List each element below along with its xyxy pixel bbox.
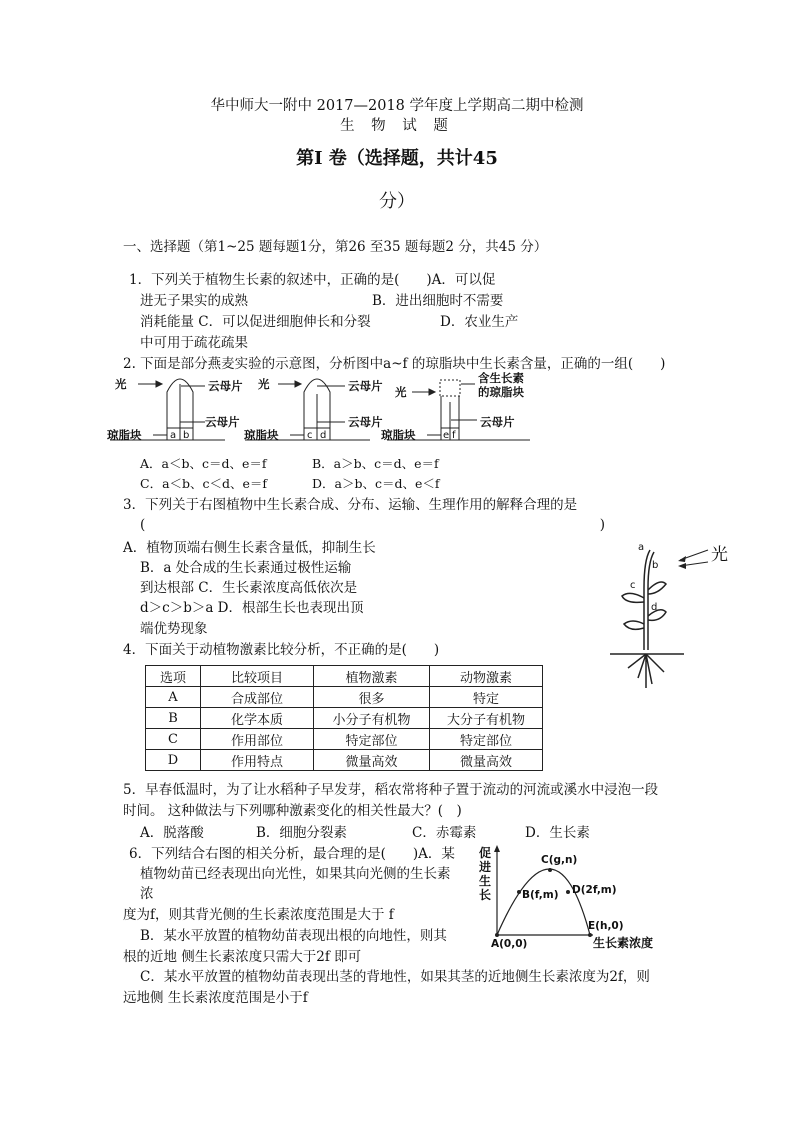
q1-line2b: B．进出细胞时不需要 <box>372 293 504 309</box>
table-header-cell: 动物激素 <box>430 666 543 687</box>
q6-line1: 6．下列结合右图的相关分析，最合理的是( )A．某 <box>129 846 455 862</box>
fig-light-label-2: 光 <box>258 377 270 391</box>
q6-line8: 远地侧 生长素浓度范围是小于f <box>123 990 308 1006</box>
q2-option-b: B．a＞b、c＝d、e＝f <box>312 456 439 471</box>
plant-figure <box>608 538 748 690</box>
q5-line2: 时间。 这种做法与下列哪种激素变化的相关性最大？( ) <box>123 803 462 819</box>
table-header-cell: 植物激素 <box>314 666 430 687</box>
fig-agar-label-3: 琼脂块 <box>381 428 416 442</box>
graph-ylabel-3: 生 <box>479 874 492 888</box>
graph-xlabel: 生长素浓度 <box>593 936 654 950</box>
q1-line3b: D．农业生产 <box>440 314 519 330</box>
graph-point-b: B(f,m) <box>522 889 559 901</box>
q3-line1: A．植物顶端右侧生长素含量低，抑制生长 <box>123 540 376 556</box>
q5-option-b: B．细胞分裂素 <box>256 825 347 841</box>
table-cell: 微量高效 <box>430 750 543 771</box>
table-cell: C <box>146 729 201 750</box>
q3-line2: B．a 处合成的生长素通过极性运输 <box>140 560 352 576</box>
q6-line6: 根的近地 侧生长素浓度只需大于2f 即可 <box>123 949 362 965</box>
fig-light-label-3: 光 <box>395 385 407 399</box>
q6-line4: 度为f，则其背光侧的生长素浓度范围是大于 f <box>123 907 394 923</box>
q1-line3a: 消耗能量 C．可以促进细胞伸长和分裂 <box>140 314 371 330</box>
q3-answer-paren: ( ) <box>140 517 605 533</box>
graph-ylabel-4: 长 <box>479 888 492 902</box>
fig-block-b: b <box>183 430 190 441</box>
q2-stem: 2. 下面是部分燕麦实验的示意图，分析图中a~f 的琼脂块中生长素含量，正确的一组( ) <box>123 356 666 372</box>
plant-point-c: c <box>630 580 636 591</box>
fig-agar-label-2: 琼脂块 <box>244 428 279 442</box>
q3-stem: 3．下列关于右图植物中生长素合成、分布、运输、生理作用的解释合理的是 <box>123 497 578 513</box>
q6-line3: 浓 <box>140 886 154 902</box>
table-row <box>146 750 543 771</box>
fig-auxin-agar-label-2: 的琼脂块 <box>478 385 524 399</box>
fig-agar-label-1: 琼脂块 <box>107 428 142 442</box>
hormone-comparison-table <box>145 665 543 771</box>
graph-point-a: A(0,0) <box>491 938 528 950</box>
fig-block-d: d <box>320 430 327 441</box>
plant-point-d: d <box>651 602 658 613</box>
table-cell: A <box>146 687 201 708</box>
fig-block-e: e <box>443 430 450 441</box>
table-cell: 作用部位 <box>201 729 314 750</box>
fig-block-c: c <box>307 430 313 441</box>
q1-line2a: 进无子果实的成熟 <box>140 293 248 309</box>
graph-point-e: E(h,0) <box>588 920 624 932</box>
exam-subject-title: 生 物 试 题 <box>340 118 454 134</box>
q1-line4: 中可用于疏花疏果 <box>140 335 248 351</box>
part-title: 第Ⅰ 卷（选择题，共计45 <box>296 148 498 169</box>
q2-option-c: C．a＜b、c＜d、e＝f <box>140 476 268 491</box>
graph-point-d: D(2f,m) <box>572 884 617 896</box>
table-cell: B <box>146 708 201 729</box>
table-cell: 微量高效 <box>314 750 430 771</box>
table-cell: 特定 <box>430 687 543 708</box>
table-header-cell: 选项 <box>146 666 201 687</box>
plant-point-a: a <box>638 542 645 553</box>
oat-experiment-figure <box>105 372 540 452</box>
table-header-cell: 比较项目 <box>201 666 314 687</box>
graph-ylabel-1: 促 <box>479 846 492 860</box>
table-cell: 很多 <box>314 687 430 708</box>
q3-line5: 端优势现象 <box>140 621 208 637</box>
table-row <box>146 708 543 729</box>
fig-auxin-agar-label-1: 含生长素 <box>478 372 524 385</box>
plant-light-label: 光 <box>711 545 728 565</box>
fig-block-f: f <box>452 430 456 441</box>
table-cell: 特定部位 <box>314 729 430 750</box>
table-cell: D <box>146 750 201 771</box>
q6-line5: B．某水平放置的植物幼苗表现出根的向地性，则其 <box>140 928 447 944</box>
table-header-row <box>146 666 543 687</box>
q5-option-c: C．赤霉素 <box>412 825 477 841</box>
q3-line3: 到达根部 C．生长素浓度高低依次是 <box>140 580 358 596</box>
fig-mica-label-4: 云母片 <box>348 415 383 429</box>
table-row <box>146 729 543 750</box>
fig-mica-label-1: 云母片 <box>208 379 243 393</box>
q2-option-d: D．a＞b、c＝d、e＜f <box>312 476 440 491</box>
table-cell: 作用特点 <box>201 750 314 771</box>
table-cell: 化学本质 <box>201 708 314 729</box>
table-cell: 特定部位 <box>430 729 543 750</box>
section-heading: 一、选择题（第1~25 题每题1分，第26 至35 题每题2 分，共45 分） <box>123 239 548 255</box>
table-cell: 合成部位 <box>201 687 314 708</box>
fig-light-label-1: 光 <box>115 377 127 391</box>
q2-option-a: A．a＜b、c＝d、e＝f <box>140 456 267 471</box>
graph-ylabel-2: 进 <box>479 860 492 874</box>
table-cell: 大分子有机物 <box>430 708 543 729</box>
q5-line1: 5．早春低温时，为了让水稻种子早发芽，稻农常将种子置于流动的河流或溪水中浸泡一段 <box>123 782 659 798</box>
q3-line4: d＞c＞b＞a D．根部生长也表现出顶 <box>140 600 364 616</box>
q5-option-a: A．脱落酸 <box>140 825 204 841</box>
plant-point-b: b <box>652 560 659 571</box>
growth-curve-figure <box>475 843 675 955</box>
fig-mica-label-3: 云母片 <box>348 379 383 393</box>
table-cell: 小分子有机物 <box>314 708 430 729</box>
fig-mica-label-2: 云母片 <box>205 415 240 429</box>
fig-mica-label-5: 云母片 <box>480 415 515 429</box>
table-row <box>146 687 543 708</box>
q6-line2: 植物幼苗已经表现出向光性，如果其向光侧的生长素 <box>140 866 451 882</box>
exam-school-title: 华中师大一附中 2017—2018 学年度上学期高二期中检测 <box>210 98 584 114</box>
graph-point-c: C(g,n) <box>541 854 578 866</box>
fig-block-a: a <box>170 430 177 441</box>
q5-option-d: D．生长素 <box>525 825 590 841</box>
part-title-continued: 分） <box>379 191 415 212</box>
q6-line7: C．某水平放置的植物幼苗表现出茎的背地性，如果其茎的近地侧生长素浓度为2f，则 <box>140 969 650 985</box>
q1-line1: 1．下列关于植物生长素的叙述中，正确的是( )A．可以促 <box>129 272 496 288</box>
q4-stem: 4．下面关于动植物激素比较分析，不正确的是( ) <box>123 642 440 658</box>
